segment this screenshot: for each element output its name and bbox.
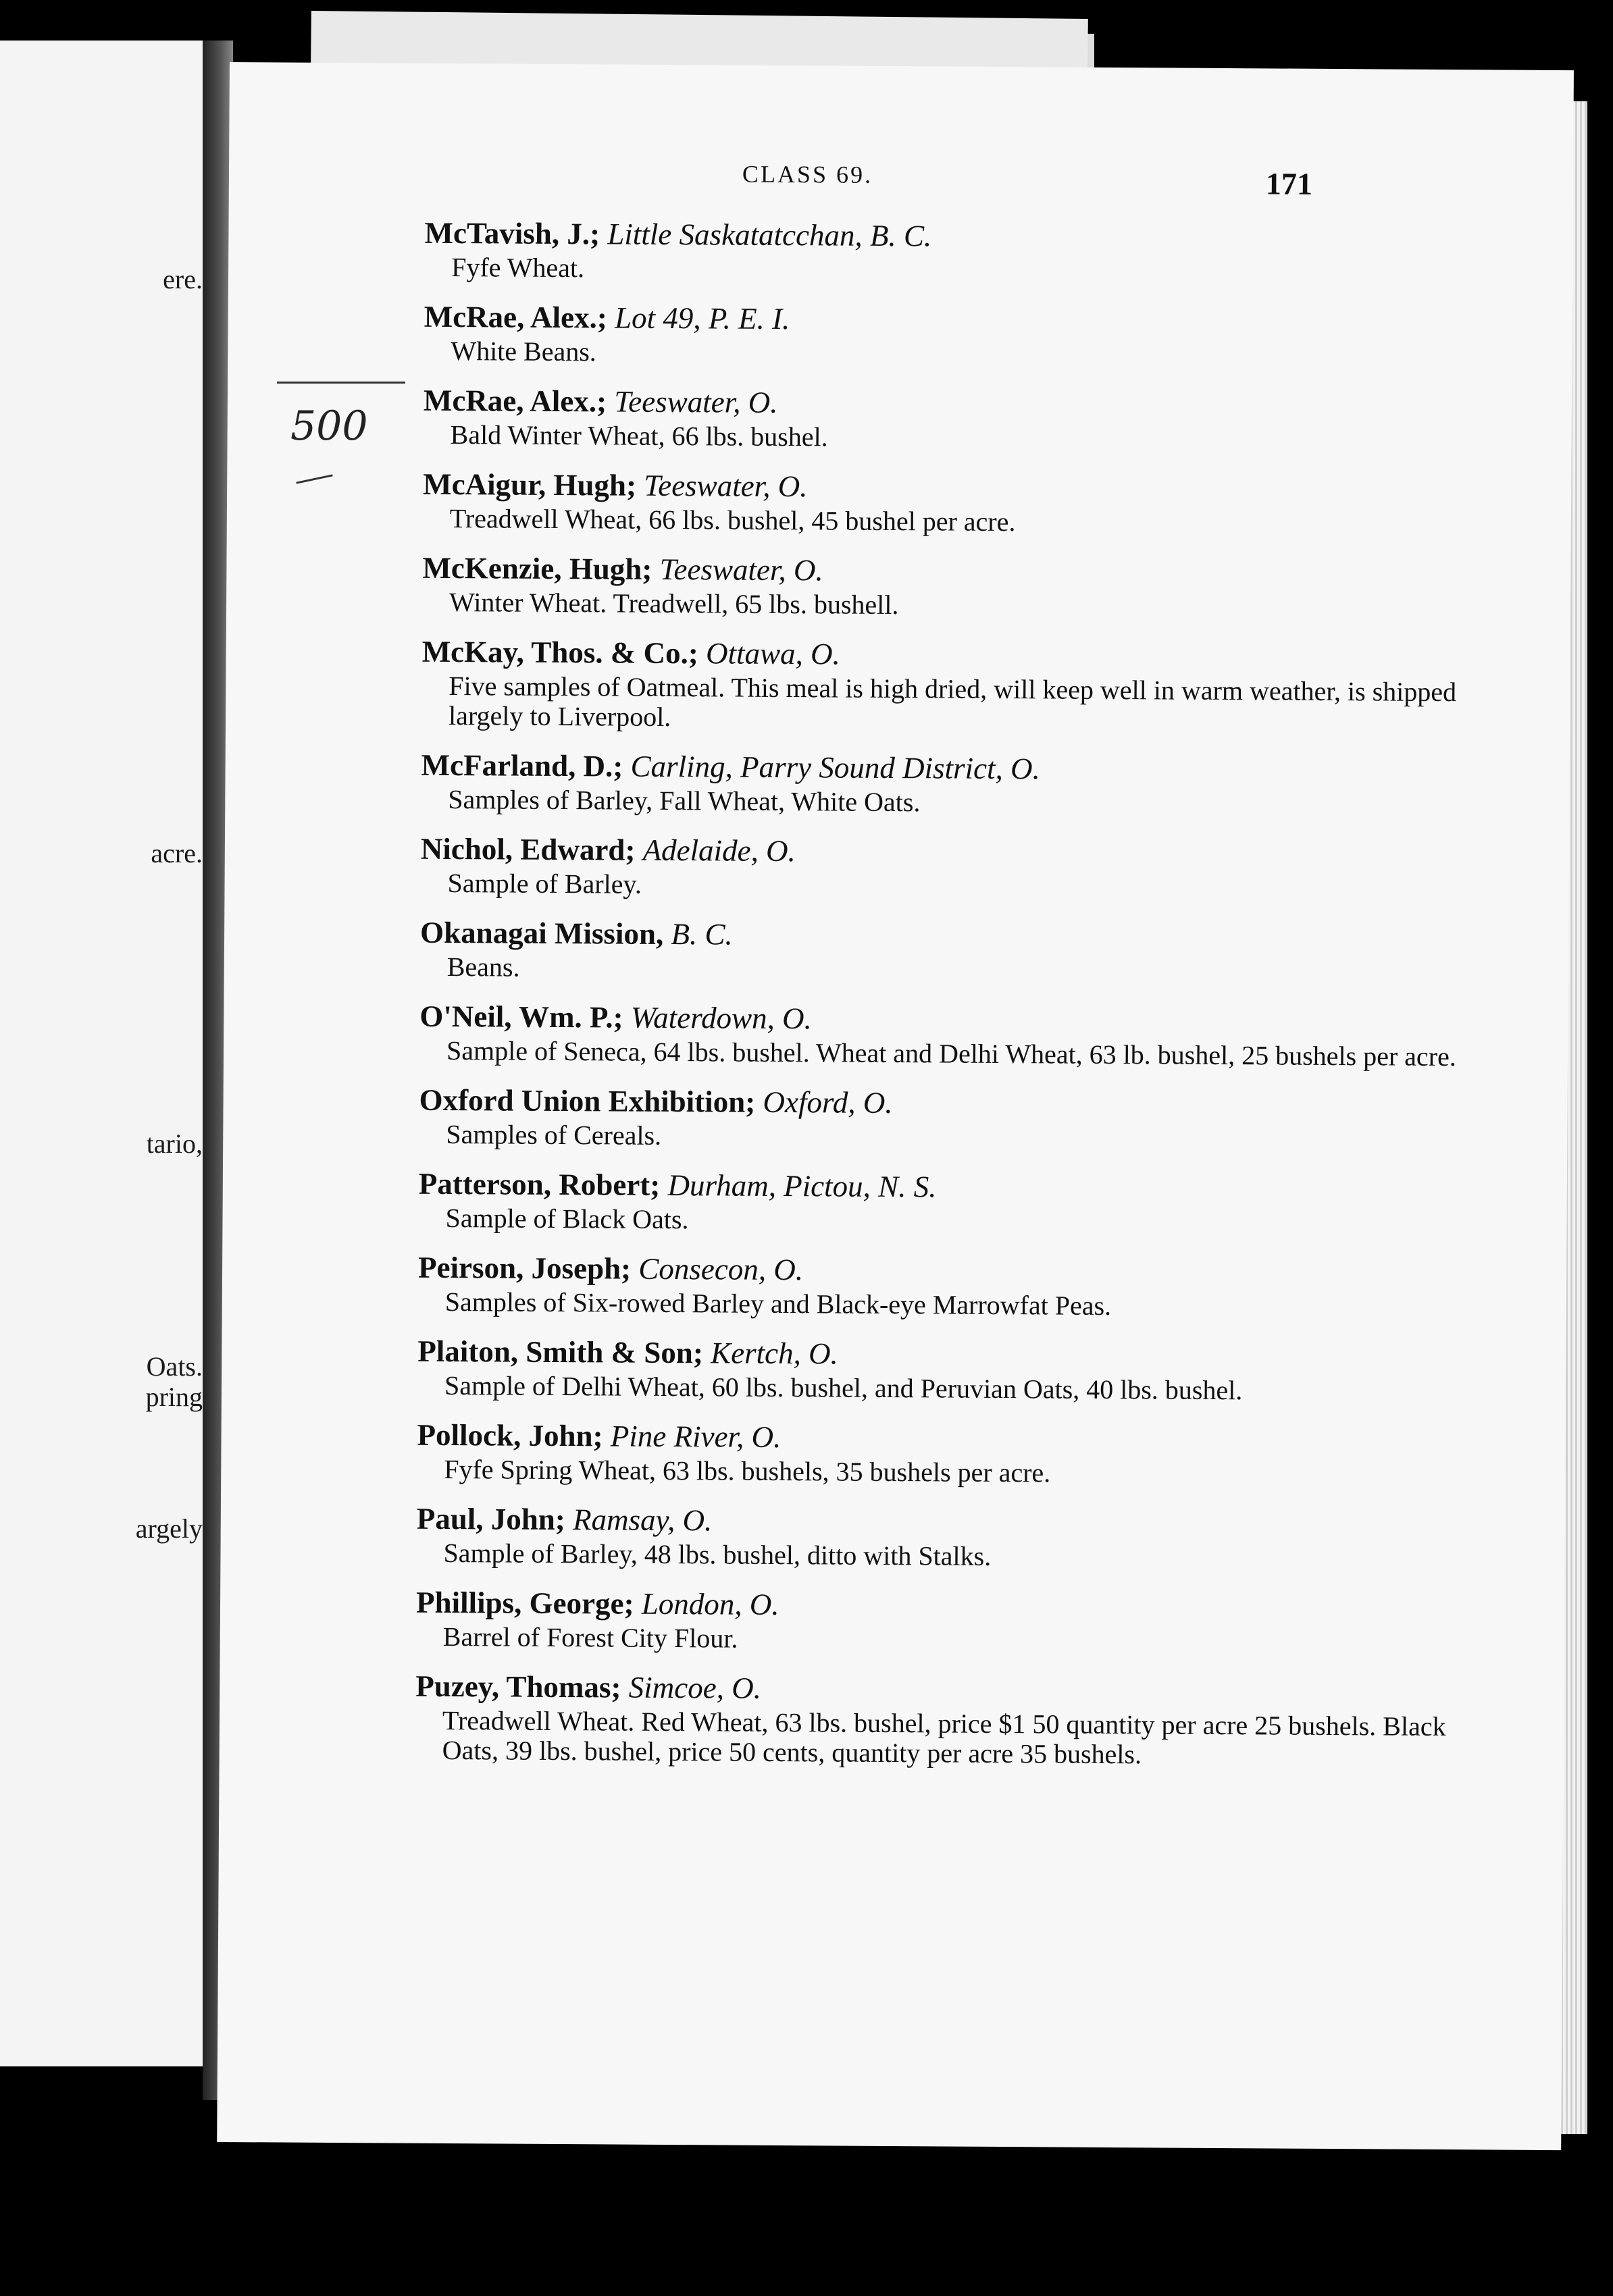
exhibitor-place: Little Saskatatcchan, B. C.: [607, 217, 932, 253]
exhibitor-name: McFarland, D.;: [421, 748, 623, 783]
left-fragment: pring: [145, 1382, 203, 1412]
list-item: [424, 297, 1545, 373]
list-item: [424, 381, 1545, 456]
exhibitor-name: Paul, John;: [416, 1501, 566, 1537]
list-item: [418, 1164, 1540, 1240]
left-fragment: tario,: [146, 1128, 203, 1159]
running-header: [229, 157, 1573, 205]
exhibit-description: Samples of Six-rowed Barley and Black-eye Marrowfat Peas.: [444, 1286, 1112, 1322]
exhibit-description: Samples of Barley, Fall Wheat, White Oats.: [448, 783, 921, 818]
exhibitor-name: Nichol, Edward;: [420, 831, 636, 867]
right-page: [217, 62, 1574, 2150]
exhibitor-place: Oxford, O.: [763, 1085, 893, 1120]
exhibitor-name: Patterson, Robert;: [418, 1166, 661, 1202]
exhibitor-place: Pine River, O.: [610, 1419, 782, 1455]
exhibitor-place: Lot 49, P. E. I.: [614, 301, 790, 336]
exhibitor-name: Peirson, Joseph;: [417, 1250, 632, 1286]
exhibitor-name: McRae, Alex.;: [424, 299, 608, 335]
list-item: [416, 1583, 1538, 1659]
list-item: [423, 465, 1545, 540]
entry-heading: [420, 913, 1541, 959]
list-item: [418, 1248, 1540, 1324]
left-page: [0, 41, 209, 2066]
exhibitor-place: Carling, Parry Sound District, O.: [630, 749, 1041, 786]
left-fragment: argely: [135, 1513, 203, 1544]
exhibitor-place: Teeswater, O.: [614, 384, 778, 419]
exhibitor-name: McRae, Alex.;: [423, 383, 607, 419]
exhibitor-name: O'Neil, Wm. P.;: [419, 999, 623, 1035]
entry-list: [415, 213, 1545, 1787]
exhibitor-name: McKay, Thos. & Co.;: [421, 634, 699, 671]
list-item: [421, 632, 1543, 737]
exhibitor-place: Teeswater, O.: [644, 468, 808, 504]
exhibitor-place: B. C.: [671, 917, 733, 951]
exhibitor-name: Plaiton, Smith & Son;: [417, 1334, 704, 1370]
exhibitor-place: Ottawa, O.: [705, 636, 841, 671]
exhibitor-name: Okanagai Mission,: [419, 915, 664, 951]
exhibitor-place: Ramsay, O.: [572, 1503, 713, 1538]
exhibit-description: Fyfe Spring Wheat, 63 lbs. bushels, 35 bushels per acre.: [444, 1453, 1051, 1488]
left-fragment: Oats.: [146, 1351, 203, 1382]
exhibitor-place: Adelaide, O.: [642, 833, 796, 868]
exhibitor-name: McAigur, Hugh;: [423, 467, 637, 502]
exhibit-description: Sample of Seneca, 64 lbs. bushel. Wheat and Delhi Wheat, 63 lb. bushel, 25 bushels per acre.: [446, 1035, 1456, 1072]
margin-note: 500: [290, 402, 368, 450]
exhibitor-place: Consecon, O.: [638, 1251, 804, 1287]
exhibitor-name: McKenzie, Hugh;: [422, 550, 652, 586]
exhibitor-place: Waterdown, O.: [630, 1000, 812, 1036]
exhibitor-place: Simcoe, O.: [628, 1670, 762, 1705]
exhibit-description: Sample of Delhi Wheat, 60 lbs. bushel, and Peruvian Oats, 40 lbs. bushel.: [444, 1369, 1243, 1406]
left-fragment: acre.: [151, 838, 203, 868]
exhibit-description: Sample of Black Oats.: [445, 1202, 689, 1235]
exhibitor-name: Puzey, Thomas;: [415, 1669, 621, 1704]
exhibit-description: Sample of Barley, 48 lbs. bushel, ditto with Stalks.: [443, 1537, 992, 1571]
class-label: CLASS 69.: [742, 160, 873, 188]
list-item: [419, 997, 1541, 1072]
exhibitor-place: Teeswater, O.: [659, 552, 823, 588]
exhibitor-place: Kertch, O.: [710, 1336, 839, 1371]
list-item: [424, 213, 1546, 289]
exhibit-description: Beans.: [446, 951, 520, 983]
list-item: [417, 1415, 1539, 1491]
left-fragment: ere.: [163, 264, 203, 294]
list-item: [416, 1499, 1538, 1575]
exhibit-description: Sample of Barley.: [447, 867, 642, 899]
list-item: [417, 1332, 1539, 1407]
exhibitor-name: McTavish, J.;: [424, 215, 600, 251]
list-item: [422, 548, 1544, 624]
list-item: [419, 1080, 1541, 1156]
exhibit-description: Winter Wheat. Treadwell, 65 lbs. bushell.: [449, 587, 899, 621]
handwritten-rule: [277, 382, 405, 384]
exhibit-description: Fyfe Wheat.: [451, 252, 585, 284]
exhibitor-name: Phillips, George;: [415, 1585, 634, 1621]
exhibitor-place: Durham, Pictou, N. S.: [667, 1168, 937, 1204]
exhibit-description: Treadwell Wheat, 66 lbs. bushel, 45 bushel per acre.: [449, 503, 1016, 538]
exhibit-description: Bald Winter Wheat, 66 lbs. bushel.: [450, 419, 828, 452]
exhibit-description: Five samples of Oatmeal. This meal is high dried, will keep well in warm weather, is shipped largely to Liverpool.: [448, 670, 1457, 733]
exhibit-description: Barrel of Forest City Flour.: [442, 1621, 738, 1654]
list-item: [420, 913, 1542, 989]
exhibitor-place: London, O.: [641, 1586, 779, 1622]
exhibit-description: Treadwell Wheat. Red Wheat, 63 lbs. bushel, price $1 50 quantity per acre 25 bushels. Black Oats, 39 lbs. bushel, price 50 cents, quantity per acre 35 bushels.: [442, 1704, 1446, 1770]
exhibit-description: Samples of Cereals.: [446, 1118, 662, 1151]
entry-heading: [424, 213, 1545, 259]
exhibit-description: White Beans.: [451, 336, 597, 367]
list-item: [415, 1667, 1537, 1772]
exhibitor-name: Oxford Union Exhibition;: [419, 1082, 756, 1119]
list-item: [420, 829, 1542, 905]
page-number: 171: [1265, 166, 1313, 201]
list-item: [421, 746, 1543, 821]
exhibitor-name: Pollock, John;: [417, 1417, 603, 1453]
